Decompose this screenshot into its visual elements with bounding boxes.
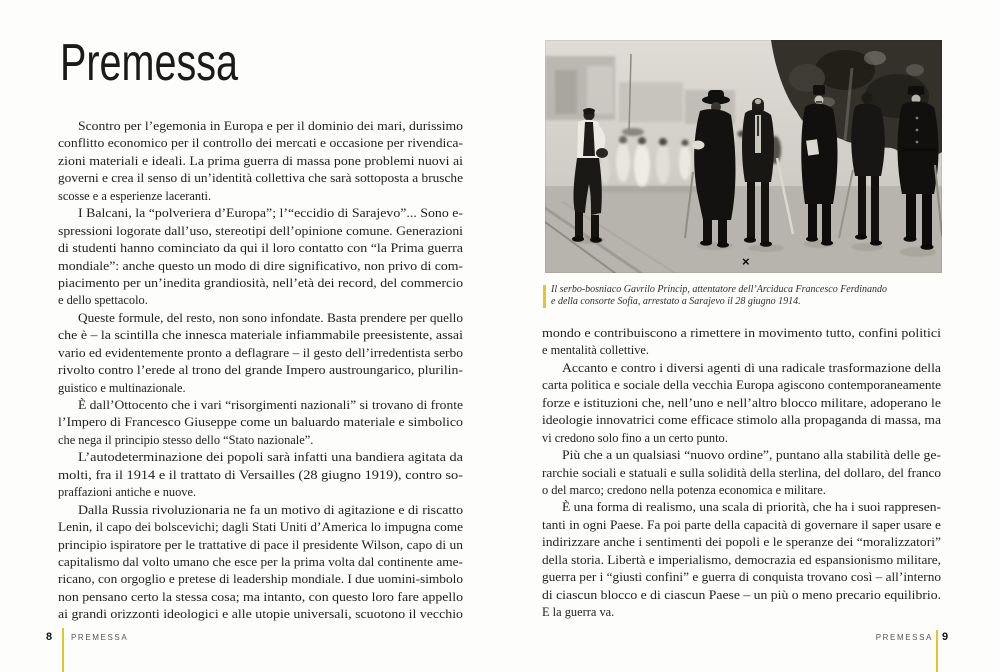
text-line	[58, 135, 463, 152]
text-line	[58, 362, 463, 379]
text-line	[542, 360, 941, 377]
text-line	[58, 240, 463, 257]
text-line-content: praffazioni antiche e nuove.	[58, 485, 197, 500]
text-line	[58, 223, 463, 240]
text-line-content: spressioni logorate dall’uso, stereotipi dell’opinione comune. Generazioni	[58, 223, 463, 238]
text-line-content: scosse e a esperienze laceranti.	[58, 188, 212, 203]
text-line-content: molti, fra il 1914 e il trattato di Versailles (28 giugno 1919), contro so-	[58, 467, 463, 482]
text-line-content: ideologie innovatrici come efficace stimolo alla propaganda di massa, ma	[542, 413, 941, 428]
photo-caption-line	[551, 284, 943, 296]
text-line	[58, 170, 463, 187]
text-line	[542, 412, 941, 429]
text-line	[542, 447, 941, 464]
text-line	[542, 465, 941, 482]
text-line-content: È dall’Ottocento che i vari “risorgimenti nazionali” si trovano di fronte	[78, 398, 463, 412]
text-line-content: ai grandi orizzonti ideologici e alle utopie universali, scuotono il vecchio	[58, 607, 463, 622]
text-line-content: capitalismo dal volto umano che esce per la prima volta dal continente ame-	[58, 554, 463, 569]
text-line	[542, 325, 941, 342]
text-line	[58, 571, 463, 588]
text-line-content: governi e crea il senso di un’identità collettiva che sarà sottoposta a brusche	[58, 171, 463, 186]
text-line-content: guistico e multinazionale.	[58, 380, 186, 395]
photo-caption-text: e della consorte Sofia, arrestato a Sarajevo il 28 giugno 1914.	[551, 295, 801, 307]
page-title	[60, 34, 294, 92]
text-line	[58, 467, 463, 484]
text-line	[542, 517, 941, 534]
text-line	[58, 327, 463, 344]
text-line	[542, 534, 941, 551]
text-line-content: tanti in ogni Paese. Fa poi parte della capacità di governare il saper usare e	[542, 517, 941, 532]
text-line-content: non pensano certo la stessa cosa; ma intanto, con questo loro fare appello	[58, 589, 463, 604]
text-line-content: Lenin, il capo dei bolscevichi; dagli Stati Uniti d’America lo impugna come	[58, 520, 463, 535]
text-line-content: Accanto e contro i diversi agenti di una radicale trasformazione della	[562, 360, 941, 375]
text-line	[542, 569, 941, 586]
text-line-content: guerra per i “giusti confini” e guerra di conquista trovano così – all’interno	[542, 570, 941, 585]
text-line	[58, 484, 463, 501]
text-line	[58, 554, 463, 571]
text-line-content: di studenti hanno cominciato da qui il loro contatto con “la Prima guerra	[58, 241, 463, 256]
text-line-content: indirizzare anche i sentimenti dei popoli e le speranze dei “moralizzatori”	[542, 535, 941, 550]
text-line	[58, 380, 463, 397]
photo-caption-text: Il serbo-bosniaco Gavrilo Princip, attentatore dell’Arciduca Francesco Ferdinando	[551, 284, 888, 295]
text-line-content: rivolto contro l’erede al trono del grande Impero austroungarico, plurilin-	[58, 363, 463, 378]
text-line-content: zioni materiali e ideali. La prima guerra di massa pone problemi nuovi ai	[58, 153, 463, 168]
text-line	[58, 275, 463, 292]
photo-caption-line	[551, 296, 943, 308]
text-line-content: mondo e contribuiscono a rimettere in movimento tutto, confini politici	[542, 326, 941, 340]
text-line-content: E la guerra va.	[542, 605, 615, 619]
text-line	[58, 153, 463, 170]
arrest-photo	[545, 40, 942, 273]
text-line	[58, 414, 463, 431]
text-line-content: che nega il principio stesso dello “Stato nazionale”.	[58, 432, 314, 447]
text-line-content: Scontro per l’egemonia in Europa e per il dominio dei mari, durissimo	[78, 119, 463, 133]
text-line-content: Più che a un qualsiasi “nuovo ordine”, puntano alla stabilità delle ge-	[562, 448, 941, 463]
text-line	[58, 188, 463, 205]
text-line	[542, 342, 941, 359]
text-line	[542, 587, 941, 604]
text-line-content: Queste formule, del resto, non sono infondate. Basta prendere per quello	[78, 310, 464, 325]
text-line-content: della storia. Libertà e imperialismo, democrazia ed espansionismo militare,	[542, 552, 941, 567]
text-line	[58, 205, 463, 222]
text-line-content: rarchie sociali e statuali e sulla solidità della sterlina, del dollaro, del franco	[542, 465, 941, 480]
text-line	[58, 432, 463, 449]
text-line-content: vi credono solo fino a un certo punto.	[542, 430, 728, 445]
caption-accent-bar	[543, 285, 546, 308]
text-line-content: piacimento per un’inedita grandiosità, nell’età dei record, del commercio	[58, 275, 463, 290]
page-number-left: 8	[46, 631, 53, 643]
footer-accent-bar-left	[62, 628, 65, 672]
text-line-content: mondiale”: anche questo un modo di dire significativo, non privo di com-	[58, 258, 463, 273]
text-line	[58, 606, 463, 623]
text-line	[542, 377, 941, 394]
text-line	[58, 292, 463, 309]
text-line	[58, 258, 463, 275]
text-line	[58, 345, 463, 362]
text-line-content: o del marco; credono nella potenza economica e militare.	[542, 482, 826, 497]
right-text-column	[542, 325, 941, 621]
running-head-left: PREMESSA	[71, 633, 129, 642]
text-line-content: È una forma di realismo, una scala di priorità, che ha i suoi rappresen-	[562, 500, 941, 515]
text-line-content: ricano, con orgoglio e pretese di leadership mondiale. I due uomini-simbolo	[58, 572, 463, 587]
photo-caption	[551, 284, 943, 307]
text-line-content: carta politica e sociale della vecchia Europa agiscono contemporaneamente	[542, 378, 941, 393]
text-line	[542, 499, 941, 516]
text-line-content: l’Impero di Francesco Giuseppe come un baluardo materiale e simbolico	[58, 415, 463, 430]
text-line-content: e mentalità collettive.	[542, 343, 649, 358]
text-line	[542, 604, 941, 621]
text-line	[58, 502, 463, 519]
text-line	[58, 537, 463, 554]
footer-accent-bar-right	[936, 630, 939, 672]
text-line-content: principio ispiratore per le trattative di pace il presidente Wilson, capo di un	[58, 537, 463, 552]
text-line-content: di ciascun blocco e di ciascun Paese – un più o meno precario equilibrio.	[542, 587, 941, 602]
text-line	[542, 482, 941, 499]
text-line-content: I Balcani, la “polveriera d’Europa”; l’“eccidio di Sarajevo”... Sono e-	[78, 206, 463, 221]
text-line	[58, 310, 463, 327]
text-line	[58, 449, 463, 466]
text-line	[58, 397, 463, 414]
text-line	[542, 430, 941, 447]
text-line-content: forze e istituzioni che, nell’uno e nell’altro blocco militare, adoperano le	[542, 395, 941, 410]
photo-x-marker: ×	[742, 254, 750, 269]
text-line-content: L’autodeterminazione dei popoli sarà infatti una bandiera agitata da	[78, 450, 463, 465]
text-line	[58, 519, 463, 536]
text-line-content: vario ed evidentemente pronto a deflagrare – il gesto dell’irredentista serbo	[58, 345, 463, 360]
running-head-right: PREMESSA	[875, 633, 933, 642]
page-title-text: Premessa	[60, 34, 238, 92]
text-line	[58, 589, 463, 606]
text-line-content: conflitto economico per il controllo dei mercati e occasione per rivendica-	[58, 136, 463, 151]
page-number-right: 9	[942, 631, 949, 643]
text-line	[542, 552, 941, 569]
text-line-content: che è – la scintilla che innesca materiale infiammabile preesistente, assai	[58, 328, 463, 343]
left-text-column	[58, 118, 463, 624]
text-line	[542, 395, 941, 412]
text-line-content: Dalla Russia rivoluzionaria ne fa un motivo di agitazione e di riscatto	[78, 502, 463, 517]
text-line-content: e dello spettacolo.	[58, 293, 148, 308]
text-line	[58, 118, 463, 135]
